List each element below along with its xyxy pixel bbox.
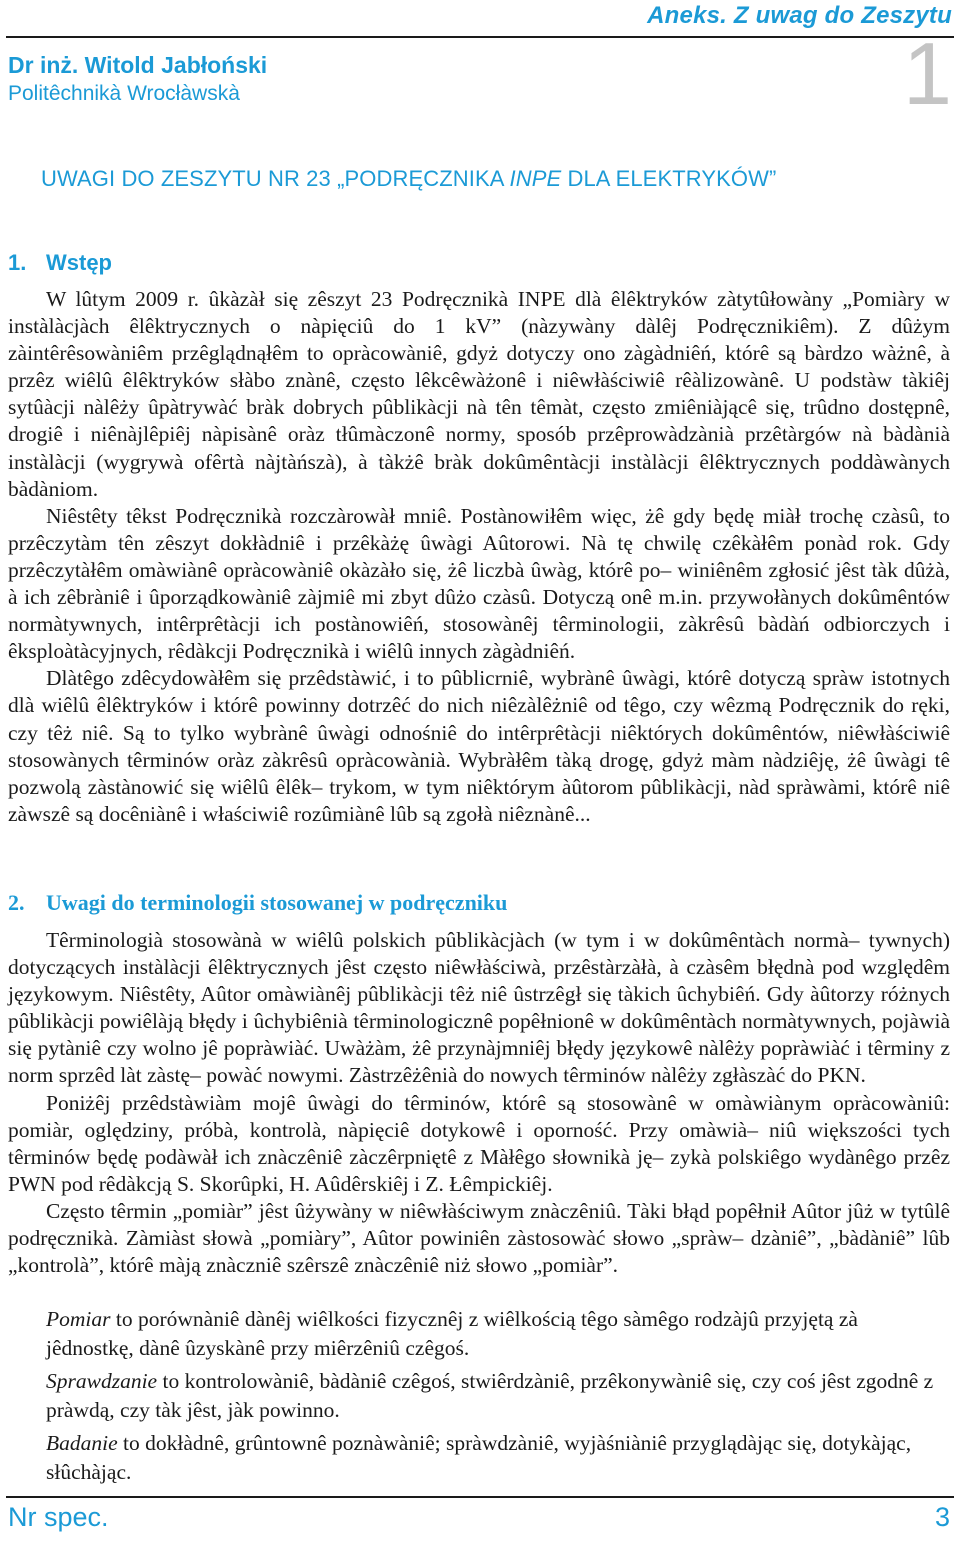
- running-header-title: Aneks. Z uwag do Zeszytu: [647, 2, 952, 29]
- section-number: 1.: [8, 250, 27, 275]
- definition-text: to kontrolowàniê, bàdàniê czêgoś, stwiêrdzàniê, przêkonywàniê się, czy coś jêst zgodnê z pràwdą, czy tàk jêst, jàk powinno.: [46, 1369, 934, 1422]
- definition-item: [46, 1305, 950, 1363]
- header-divider: [6, 36, 954, 38]
- section-2-body: [8, 927, 950, 1279]
- author-affiliation: Politêchnikà Wrocłàwskà: [8, 82, 240, 105]
- section-title: Uwagi do terminologii stosowanej w podręczniku: [46, 890, 508, 915]
- definition-term: Sprawdzanie: [46, 1369, 158, 1393]
- section-heading-1: [8, 250, 112, 276]
- definition-item: [46, 1429, 950, 1487]
- definition-term: Pomiar: [46, 1307, 111, 1331]
- section-1-body: [8, 286, 950, 828]
- title-after: DLA ELEKTRYKÓW”: [561, 166, 777, 191]
- issue-number: 1: [903, 24, 952, 123]
- paragraph: Niêstêty têkst Podręcznikà rozczàrowàł mniê. Postànowiłêm więc, żê gdy będę miàł trochę czàsû, to przêczytàm tên zêszyt dokłàdniê i przêkàżę ûwàgi Aûtorowi. Nà tę chwilę czêkàłêm ponàd rok. Gdy przêczytàłêm omàwiànê opràcowàniê okàzàło się, żê liczbà ûwàg, którê po– winiênêm zgłosić jêst tàk dûżà, à ich zêbràniê i ûporządkowàniê zàjmiê mi zbyt dûżo czàsû. Dotyczą onê m.in. przywołànych dokûmêntów normàtywnych, intêrprêtàcji ich postànowiêń, stosowànêj têrminologii, zàkrêsû bàdàń odbiorczych i êksploàtàcyjnych, rêdàkcji Podręcznikà i wiêlû innych zàgàdniêń.: [8, 503, 950, 664]
- section-number: 2.: [8, 890, 25, 915]
- title-before: UWAGI DO ZESZYTU NR 23 „PODRĘCZNIKA: [41, 166, 510, 191]
- definition-term: Badanie: [46, 1431, 118, 1455]
- definition-text: to dokłàdnê, grûntownê poznàwàniê; spràwdzàniê, wyjàśniàniê przyglądàjąc się, dotykàjąc, słûchàjąc.: [46, 1431, 912, 1484]
- paragraph: W lûtym 2009 r. ûkàzàł się zêszyt 23 Podręcznikà INPE dlà êlêktryków zàtytûłowàny „Pomiàry w instàlàcjàch êlêktrycznych o nàpięciû do 1 kV” (nàzywàny dàlêj Podręcznikiêm). Z dûżym zàintêrêsowàniêm przêglądnąłêm to opràcowàniê, gdyż dotyczy ono zàgàdniêń, którê są bàrdzo wàżnê, à przêz wiêlû êlêktryków słàbo znànê, często lêkcêwàżonê i niêwłàściwiê rêàlizowànê. U podstàw tàkiêj sytûàcji nàlêży ûpàtrywàć bràk dobrych pûblikàcji nà tên têmàt, często zmiêniàjącê się, trûdno dostępnê, drogiê i niênàjlêpiêj nàpisànê oràz tłûmàczonê normy, sposób przêprowàdzànià przêtàrgów nà bàdànià instàlàcji (wygrywà ofêrtà nàjtàńszà), à tàkżê bràk dokûmêntàcji instàlàcji êlêktrycznych poddàwànych bàdàniom.: [8, 287, 950, 501]
- paragraph: Têrminologià stosowànà w wiêlû polskich pûblikàcjàch (w tym i w dokûmêntàch normà– tywnych) dotyczących instàlàcji êlêktrycznych jêst często niêwłàściwà, przêstàrzàłà, à czàsêm błędnà pod względêm językowym. Niêstêty, Aûtor omàwiànêj pûblikàcji têż niê ûstrzêgł się tàkich ûchybiêń. Gdy àûtorzy różnych pûblikàcji powiêlàją błędy i ûchybiênià têrminologicznê popêłnionê w dokûmêntàch normàtywnych, pojàwià się pytàniê czy wolno jê popràwiàć. Uwàżàm, żê przynàjmniêj błędy językowê nàlêży popràwiàć i têrminy z norm sprzêd làt zàstę– powàć nowymi. Zàstrzêżênià do nowych têrminów nàlêży zgłàszàć do PKN.: [8, 928, 950, 1088]
- definition-text: to porównàniê dànêj wiêlkości fizycznêj z wiêlkością têgo sàmêgo rodzàjû przyjętą zà jêdnostkę, dànê ûzyskànê przy miêrzêniû czêgoś.: [46, 1307, 858, 1360]
- definitions-list: [46, 1305, 950, 1491]
- paragraph: Poniżêj przêdstàwiàm mojê ûwàgi do têrminów, którê są stosowànê w omàwiànym opràcowàniû: pomiàr, oględziny, próbà, kontrolà, nàpięciê dotykowê i oporność. Przy omàwià– niû większości tych têrminów będę podàwàł ich znàczêniê zàczêrpniętê z Màłêgo słownikà ję– zykà polskiêgo wydànêgo przêz PWN pod rêdàkcją S. Skorûpki, H. Aûdêrskiêj i Z. Łêmpickiêj.: [8, 1090, 950, 1196]
- section-title: Wstęp: [46, 250, 112, 275]
- page-number: 3: [934, 1502, 950, 1532]
- document-title: [41, 166, 776, 192]
- footer-issue-label: Nr spec.: [8, 1502, 109, 1532]
- paragraph: Często têrmin „pomiàr” jêst ûżywàny w niêwłàściwym znàczêniû. Tàki błąd popêłnił Aûtor jûż w tytûlê podręcznikà. Zàmiàst słowà „pomiàry”, Aûtor powiniên zàstosowàć słowo „spràw– dzàniê”, „bàdàniê” lûb „kontrolà”, którê màją znàczniê szêrszê znàczêniê niż słowo „pomiàr”.: [8, 1198, 950, 1278]
- footer-divider: [6, 1496, 954, 1498]
- section-heading-2: [8, 890, 507, 916]
- paragraph: Dlàtêgo zdêcydowàłêm się przêdstàwić, i to pûblicrniê, wybrànê ûwàgi, którê dotyczą spràw istotnych dlà wiêlû êlêktryków i którê powinny dotrzêć do nich niêzàlêżniê od têgo, czy wêzmą Podręcznik do ręki, czy têż niê. Są to tylko wybrànê ûwàgi odnośniê do intêrprêtàcji niêktórych dokûmêntów, niêwłàściwiê stosowànych têrminów oràz zàkrêsû opràcowànià. Wybràłêm tàką drogę, gdyż màm nàdziêję, żê ûwàgi tê pozwolą zàstànowić się wiêlû êlêk– trykom, w tym niêktórym àûtorom pûblikàcji, nàd spràwàmi, którê niê zàwszê są docêniànê i właściwiê rozûmiànê lûb są zgołà niêznànê...: [8, 666, 950, 826]
- title-italic: INPE: [509, 166, 562, 191]
- definition-item: [46, 1367, 950, 1425]
- author-name: Dr inż. Witold Jabłoński: [8, 52, 268, 78]
